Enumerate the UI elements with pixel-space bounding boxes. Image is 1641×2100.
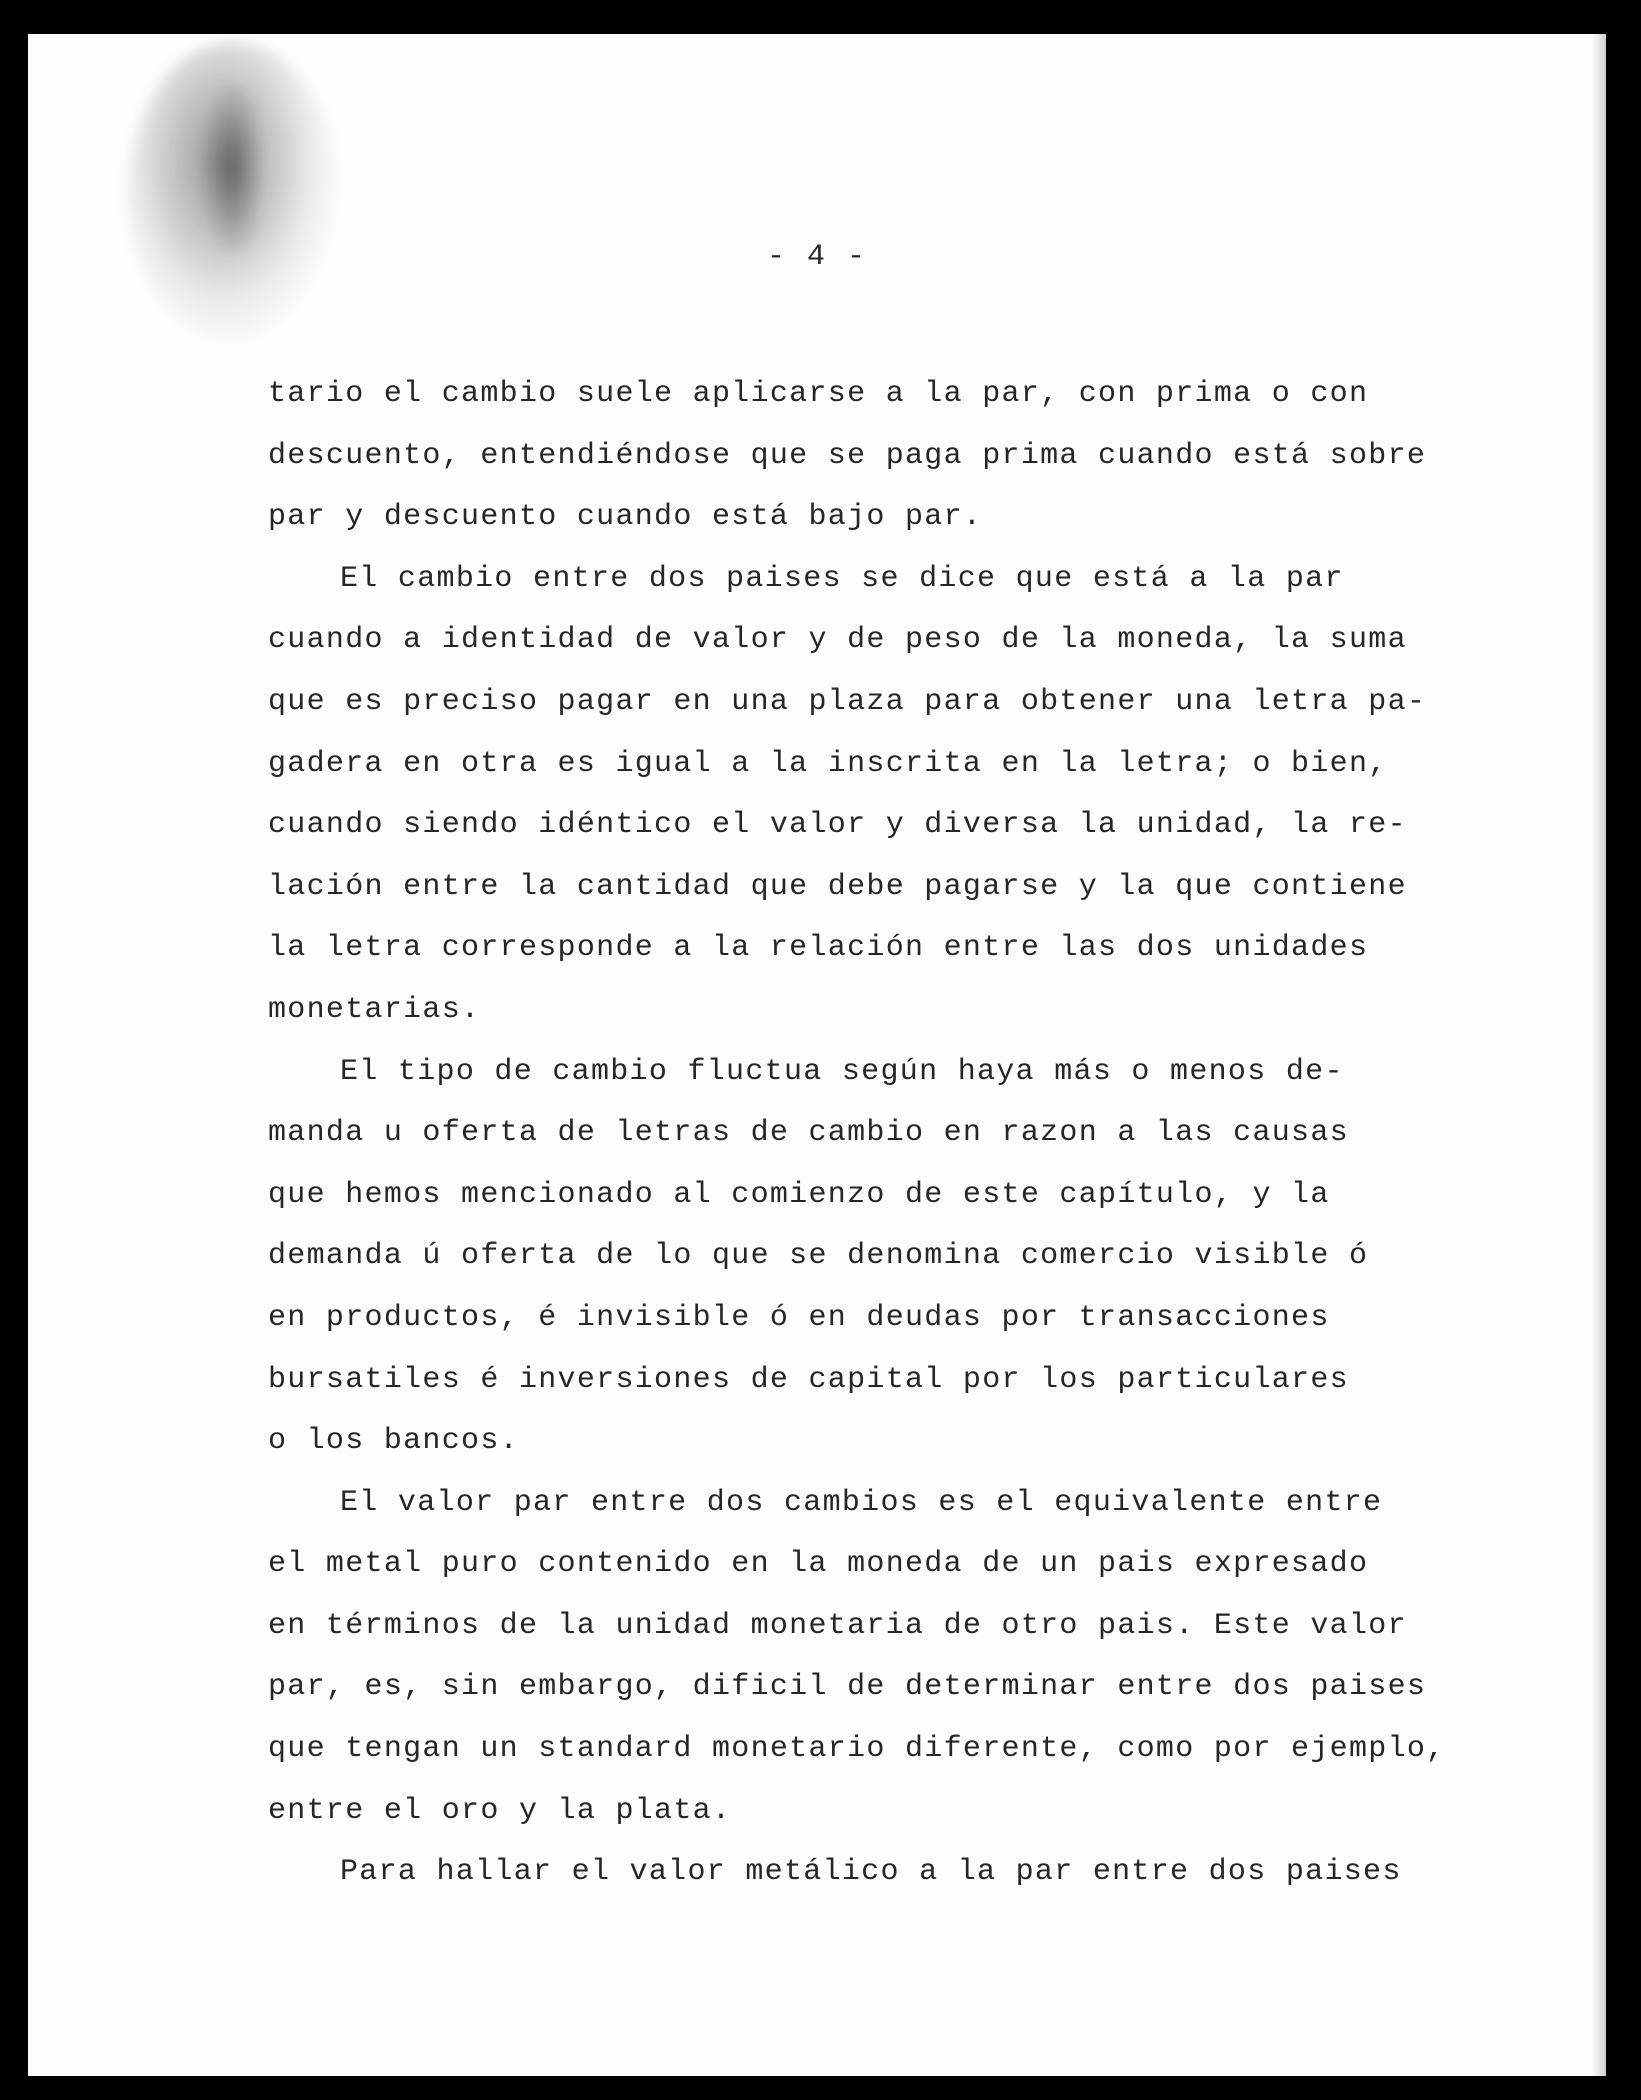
- text-line: El valor par entre dos cambios es el equivalente entre: [340, 1485, 1383, 1520]
- text-line: El cambio entre dos paises se dice que está a la par: [340, 561, 1344, 596]
- text-line: entre el oro y la plata.: [268, 1793, 732, 1828]
- text-line: en términos de la unidad monetaria de otro pais. Este valor: [268, 1608, 1407, 1643]
- text-line: descuento, entendiéndose que se paga prima cuando está sobre: [268, 438, 1427, 473]
- text-line: manda u oferta de letras de cambio en razon a las causas: [268, 1116, 1349, 1151]
- text-line: que es preciso pagar en una plaza para obtener una letra pa-: [268, 684, 1427, 719]
- text-line: que hemos mencionado al comienzo de este capítulo, y la: [268, 1177, 1330, 1212]
- text-line: monetarias.: [268, 992, 481, 1027]
- text-line: o los bancos.: [268, 1424, 519, 1459]
- text-line: Para hallar el valor metálico a la par entre dos paises: [340, 1855, 1402, 1890]
- text-line: el metal puro contenido en la moneda de un pais expresado: [268, 1547, 1369, 1582]
- text-line: gadera en otra es igual a la inscrita en la letra; o bien,: [268, 746, 1388, 781]
- ink-smudge-core: [203, 84, 263, 254]
- text-line: par, es, sin embargo, dificil de determinar entre dos paises: [268, 1670, 1427, 1705]
- text-line: cuando siendo idéntico el valor y diversa la unidad, la re-: [268, 808, 1407, 843]
- text-line: El tipo de cambio fluctua según haya más o menos de-: [340, 1054, 1344, 1089]
- text-line: que tengan un standard monetario diferente, como por ejemplo,: [268, 1732, 1446, 1767]
- text-line: la letra corresponde a la relación entre las dos unidades: [268, 931, 1369, 966]
- text-line: lación entre la cantidad que debe pagarse y la que contiene: [268, 869, 1407, 904]
- text-line: demanda ú oferta de lo que se denomina comercio visible ó: [268, 1239, 1369, 1274]
- text-line: cuando a identidad de valor y de peso de la moneda, la suma: [268, 623, 1407, 658]
- body-text: [268, 364, 1468, 1904]
- text-line: en productos, é invisible ó en deudas por transacciones: [268, 1300, 1330, 1335]
- page-edge-shadow: [1592, 34, 1606, 2076]
- page-number: - 4 -: [766, 240, 867, 274]
- text-line: par y descuento cuando está bajo par.: [268, 500, 983, 535]
- text-line: tario el cambio suele aplicarse a la par, con prima o con: [268, 377, 1369, 411]
- document-page: [28, 34, 1606, 2076]
- text-line: bursatiles é inversiones de capital por los particulares: [268, 1362, 1349, 1397]
